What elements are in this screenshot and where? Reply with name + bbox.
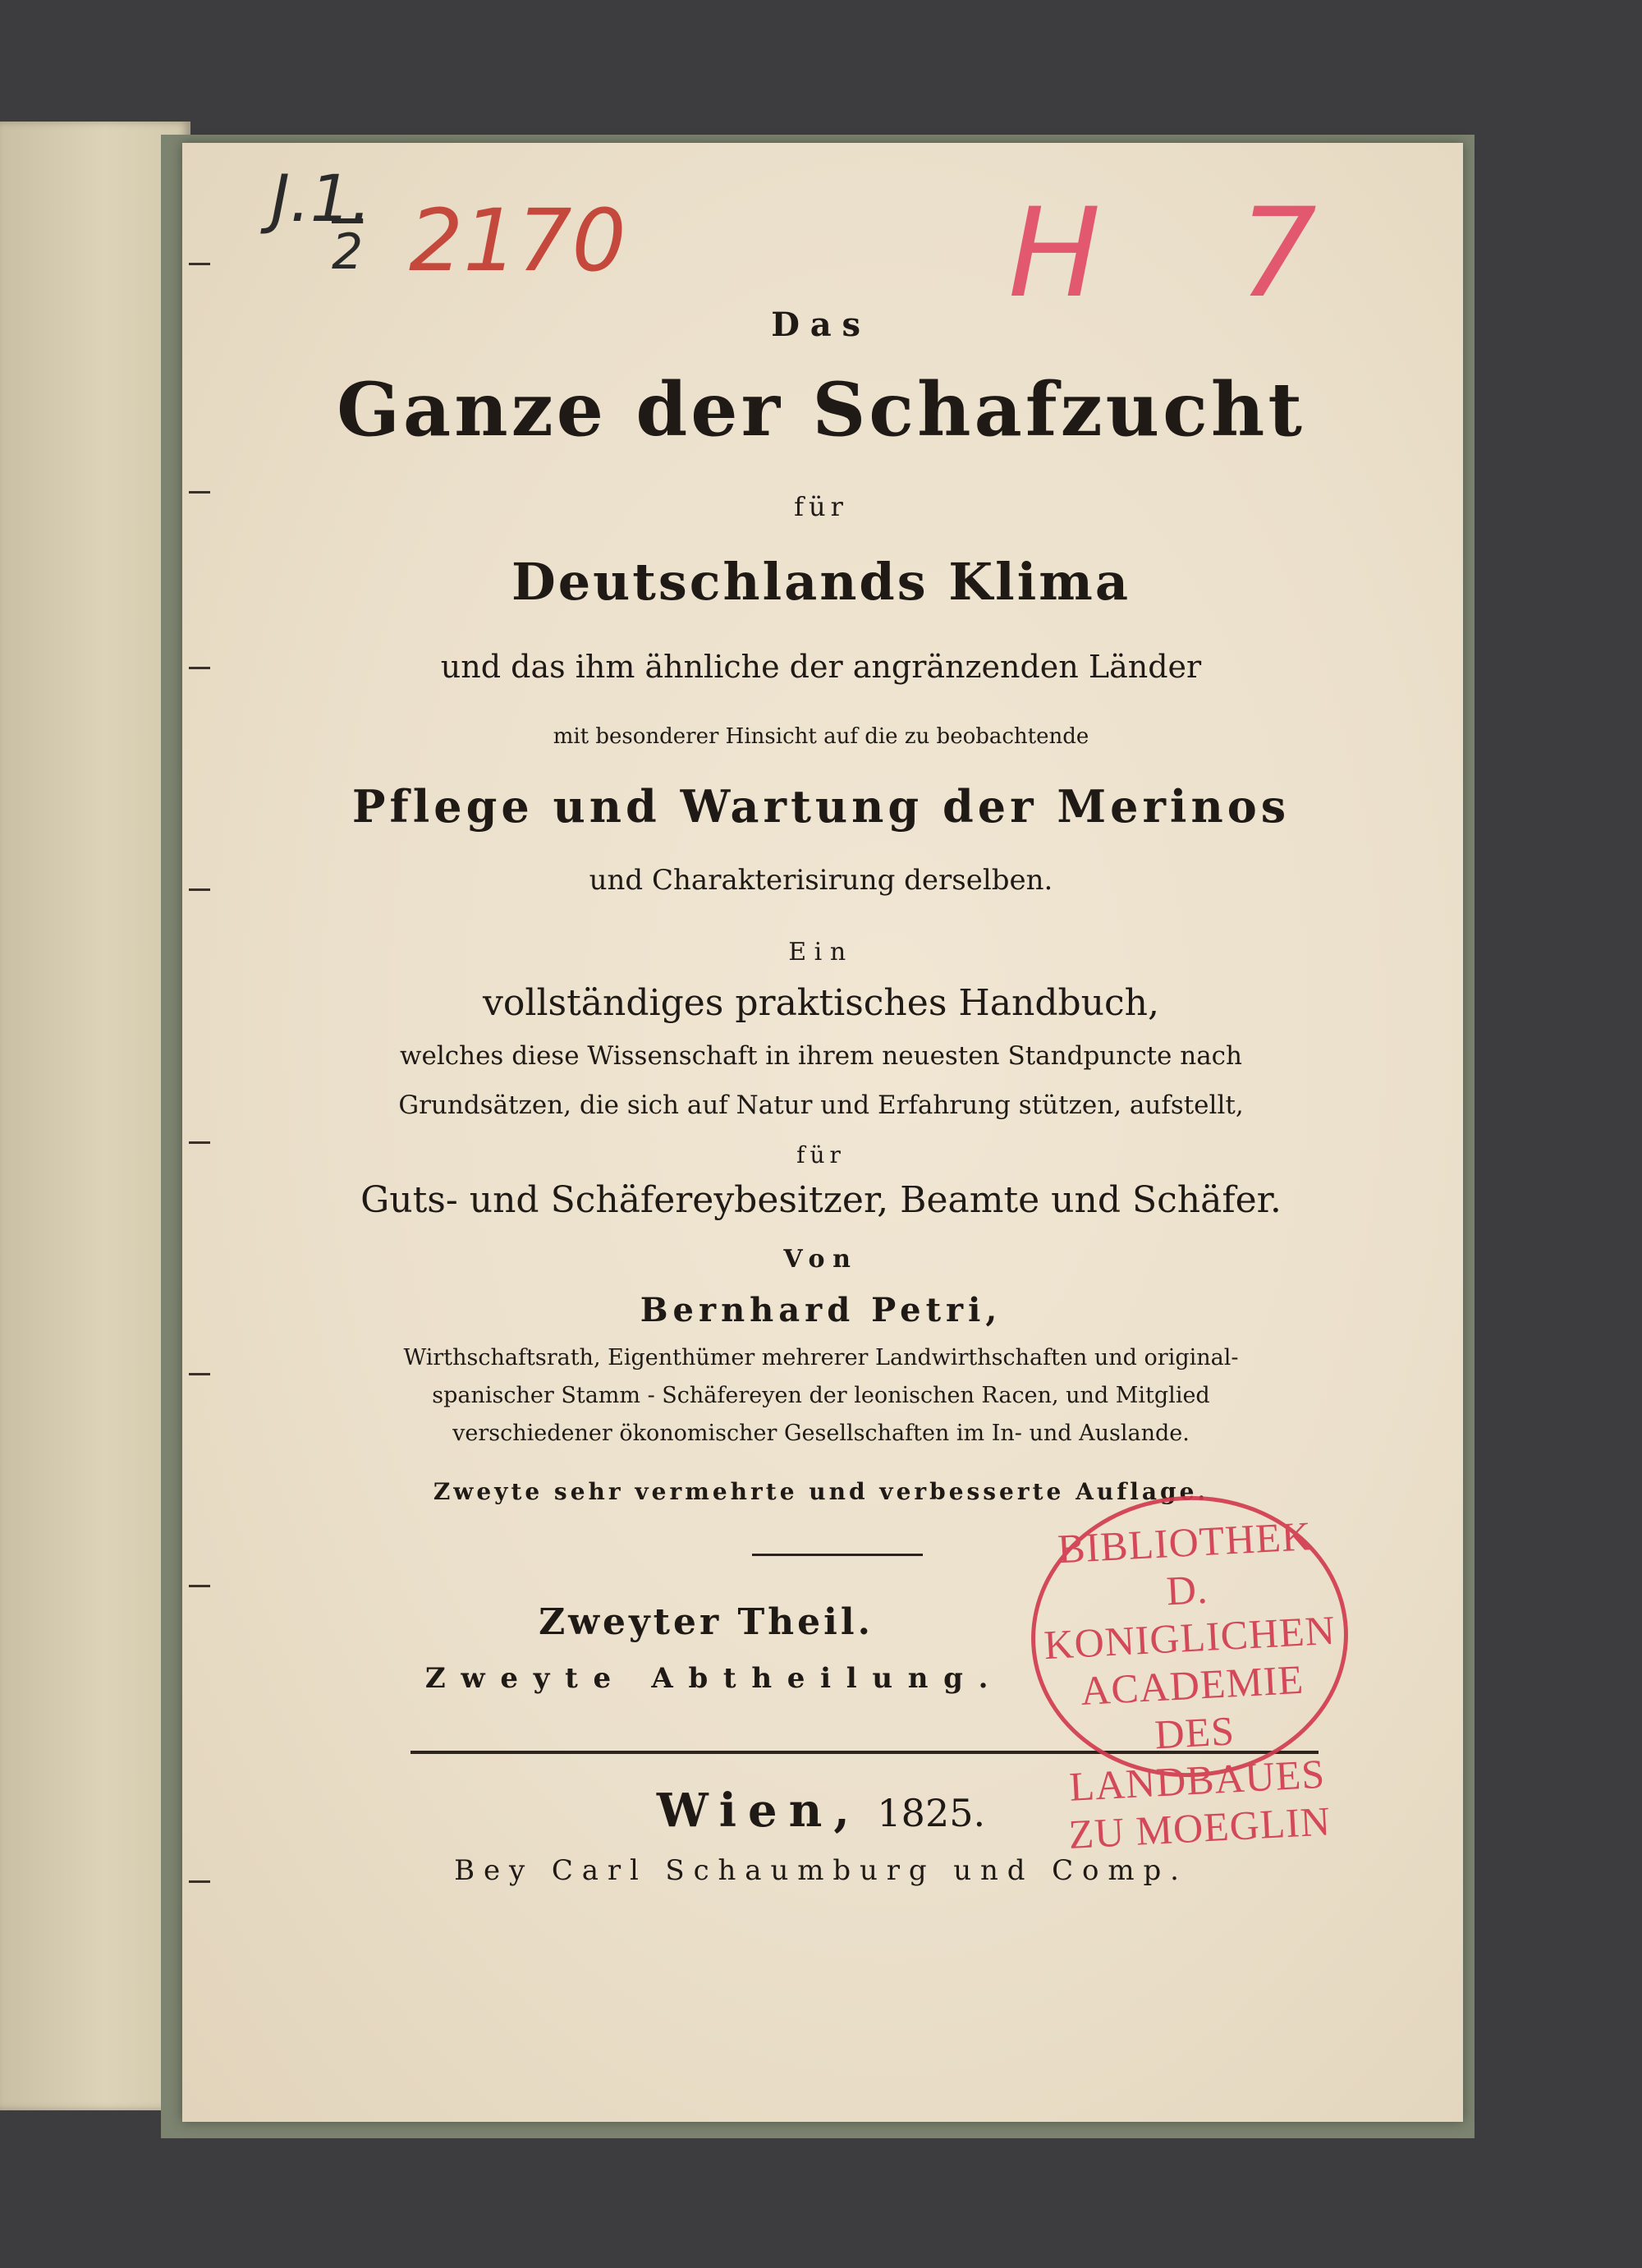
binding-stitch: [189, 1373, 210, 1375]
title-ein: Ein: [788, 938, 854, 966]
author-description-2: spanischer Stamm - Schäfereyen der leonischen Racen, und Mitglied: [432, 1383, 1210, 1408]
stamp-line-1: BIBLIOTHEK: [1056, 1513, 1314, 1572]
title-deutschlands-klima: Deutschlands Klima: [511, 552, 1131, 612]
pencil-shelfmark-line2: 2: [332, 223, 364, 281]
binding-stitch: [189, 263, 210, 265]
title-welches: welches diese Wissenschaft in ihrem neuesten Standpuncte nach: [399, 1041, 1243, 1071]
pink-shelf-mark: H 7: [1008, 182, 1366, 325]
title-das: Das: [771, 305, 871, 344]
edition-statement: Zweyte sehr vermehrte und verbesserte Auflage.: [433, 1478, 1209, 1505]
short-divider-rule: [752, 1554, 923, 1556]
publisher: Bey Carl Schaumburg und Comp.: [454, 1854, 1188, 1887]
title-hinsicht: mit besonderer Hinsicht auf die zu beobachtende: [553, 724, 1089, 749]
stamp-line-2: D. KONIGLICHEN: [1043, 1565, 1337, 1669]
title-grundsaetze: Grundsätzen, die sich auf Natur und Erfahrung stützen, aufstellt,: [398, 1090, 1244, 1120]
title-fuer-1: für: [794, 491, 848, 522]
stamp-line-5: ZU MOEGLIN: [1067, 1797, 1332, 1858]
volume-part: Zweyter Theil.: [539, 1601, 874, 1643]
volume-division: Zweyte Abtheilung.: [424, 1662, 1004, 1695]
imprint-place: Wien,: [656, 1784, 861, 1838]
imprint-place-year: [0, 1784, 1642, 1838]
title-charakterisirung: und Charakterisirung derselben.: [589, 864, 1053, 897]
main-title: Ganze der Schafzucht: [337, 366, 1305, 453]
title-pflege-wartung: Pflege und Wartung der Merinos: [351, 780, 1291, 833]
title-audience: Guts- und Schäfereybesitzer, Beamte und Schäfer.: [360, 1179, 1282, 1221]
author-name: Bernhard Petri,: [640, 1291, 1002, 1329]
library-stamp: [1024, 1488, 1355, 1858]
title-von: Von: [783, 1245, 859, 1274]
stamp-line-3: ACADEMIE: [1079, 1655, 1305, 1714]
binding-stitch: [189, 1585, 210, 1587]
imprint-year: 1825.: [877, 1791, 986, 1835]
title-fuer-2: für: [796, 1141, 846, 1168]
author-description-3: verschiedener ökonomischer Gesellschaften im In- und Auslande.: [452, 1421, 1190, 1446]
stamp-line-4: DES LANDBAUES: [1068, 1707, 1327, 1810]
author-description-1: Wirthschaftsrath, Eigenthümer mehrerer Landwirthschaften und original-: [403, 1345, 1239, 1370]
pencil-shelfmark-line1: J.1.: [271, 163, 372, 236]
title-laender: und das ihm ähnliche der angränzenden Länder: [440, 649, 1202, 685]
red-accession-number: 2170: [409, 191, 626, 291]
title-handbuch: vollständiges praktisches Handbuch,: [483, 982, 1159, 1024]
